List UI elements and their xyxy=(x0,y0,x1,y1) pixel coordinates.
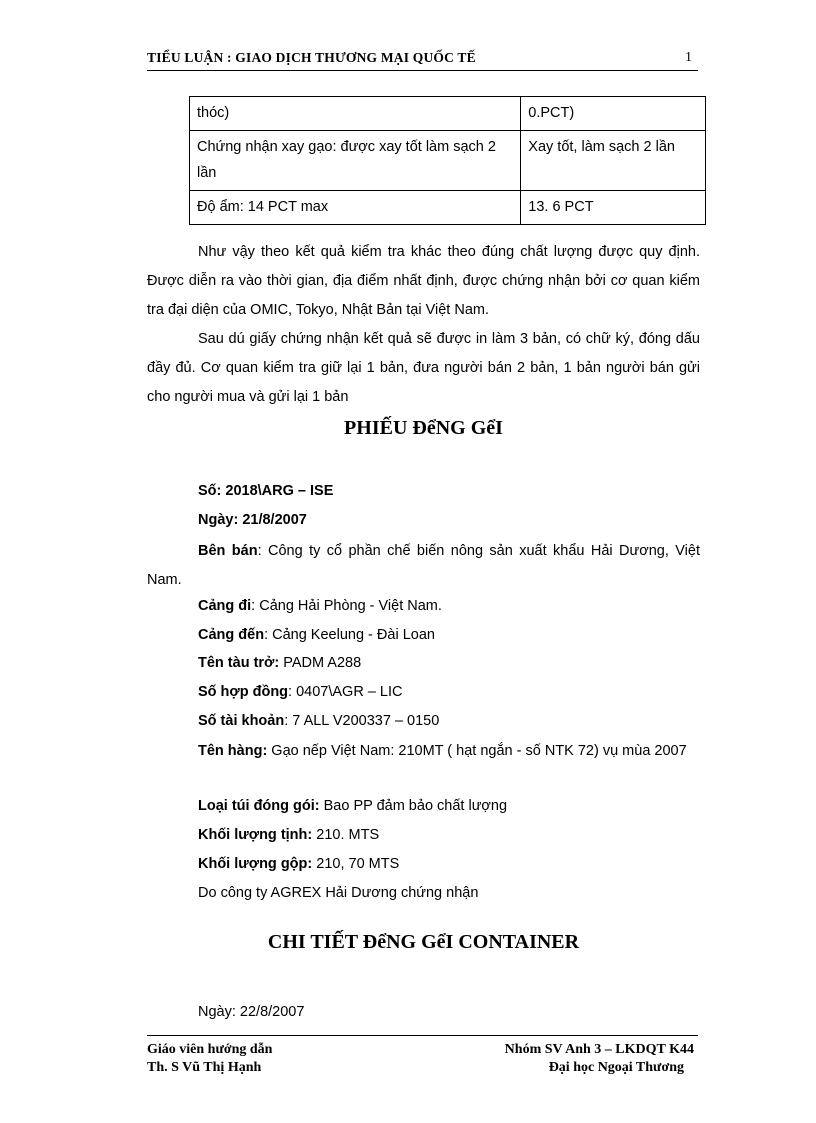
net-weight-value: 210. MTS xyxy=(312,827,380,843)
account-number-label: Số tài khoản xyxy=(198,713,285,729)
port-of-discharge-field xyxy=(198,627,435,643)
vessel-name-field xyxy=(198,655,361,671)
port-of-discharge-label: Cảng đến xyxy=(198,627,265,643)
contract-number-value: : 0407\AGR – LIC xyxy=(288,684,403,700)
packing-list-number-text: Số: 2018\ARG – ISE xyxy=(198,483,334,499)
packing-list-number xyxy=(198,483,333,499)
table-row xyxy=(190,191,706,225)
packing-type-value: Bao PP đảm bảo chất lượng xyxy=(319,798,508,814)
paragraph-certificate-copies: Sau dú giấy chứng nhận kết quả sẽ được in làm 3 bản, có chữ ký, đóng dấu đầy đủ. Cơ quan kiểm tra giữ lại 1 bản, đưa người bán 2 bản, 1 bản người bán gửi cho người mua và gửi lại 1 bản xyxy=(147,331,700,405)
page-footer xyxy=(147,1035,698,1075)
container-detail-heading: CHI TIẾT ĐểNG GểI CONTAINER xyxy=(267,931,580,953)
paragraph-inspection-result: Như vậy theo kết quả kiểm tra khác theo đúng chất lượng được quy định. Được diễn ra vào thời gian, địa điểm nhất định, được chứng nhận bởi cơ quan kiểm tra đại diện của OMIC, Tokyo, Nhật Bản tại Việt Nam. xyxy=(147,244,700,318)
table-row xyxy=(190,97,706,131)
table-cell: 0.PCT) xyxy=(521,97,706,131)
footer-supervisor-label: Giáo viên hướng dẫn xyxy=(147,1042,273,1057)
page-number: 1 xyxy=(685,50,692,65)
footer-supervisor-name: Th. S Vũ Thị Hạnh xyxy=(147,1060,262,1075)
goods-description-value: Gạo nếp Việt Nam: 210MT ( hạt ngắn - số NTK 72) vụ mùa 2007 xyxy=(267,743,687,759)
vessel-name-value: PADM A288 xyxy=(279,655,362,671)
port-of-discharge-value: : Cảng Keelung - Đài Loan xyxy=(264,627,435,643)
certification-note: Do công ty AGREX Hải Dương chứng nhận xyxy=(198,885,479,901)
port-of-loading-value: : Cảng Hải Phòng - Việt Nam. xyxy=(251,598,442,614)
port-of-loading-label: Cảng đi xyxy=(198,598,252,614)
gross-weight-label: Khối lượng gộp: xyxy=(198,856,313,872)
gross-weight-field xyxy=(198,856,399,872)
vessel-name-label: Tên tàu trở: xyxy=(198,655,280,671)
footer-row xyxy=(147,1060,698,1078)
packing-list-heading: PHIẾU ĐểNG GểI xyxy=(344,417,503,439)
table-cell: Chứng nhận xay gạo: được xay tốt làm sạch 2 lần xyxy=(190,131,521,191)
port-of-loading-field xyxy=(198,598,442,614)
contract-number-field xyxy=(198,684,403,700)
seller-label: Bên bán xyxy=(198,543,258,559)
contract-number-label: Số hợp đồng xyxy=(198,684,289,700)
table-cell: Xay tốt, làm sạch 2 lần xyxy=(521,131,706,191)
container-date: Ngày: 22/8/2007 xyxy=(198,1004,305,1020)
quality-spec-table xyxy=(189,96,706,225)
net-weight-label: Khối lượng tịnh: xyxy=(198,827,313,843)
account-number-field xyxy=(198,713,439,729)
header-title: TIỂU LUẬN : GIAO DỊCH THƯƠNG MẠI QUỐC TẾ xyxy=(147,50,476,65)
seller-field xyxy=(147,537,700,595)
footer-row xyxy=(147,1042,698,1060)
packing-list-date-text: Ngày: 21/8/2007 xyxy=(198,512,307,528)
table-row xyxy=(190,131,706,191)
net-weight-field xyxy=(198,827,379,843)
packing-type-field xyxy=(198,798,507,814)
table-cell: 13. 6 PCT xyxy=(521,191,706,225)
packing-list-date xyxy=(198,512,307,528)
footer-university: Đại học Ngoại Thương xyxy=(548,1060,684,1075)
packing-type-label: Loại túi đóng gói: xyxy=(198,798,320,814)
table-cell: thóc) xyxy=(190,97,521,131)
table-cell: Độ ẩm: 14 PCT max xyxy=(190,191,521,225)
page-header xyxy=(147,48,698,71)
account-number-value: : 7 ALL V200337 – 0150 xyxy=(284,713,440,729)
gross-weight-value: 210, 70 MTS xyxy=(312,856,400,872)
seller-value: : Công ty cổ phần chế biến nông sản xuất khẩu Hải Dương, Việt Nam. xyxy=(147,543,700,588)
footer-group-name: Nhóm SV Anh 3 – LKDQT K44 xyxy=(504,1042,694,1057)
goods-description-field xyxy=(147,737,700,766)
goods-description-label: Tên hàng: xyxy=(198,743,268,759)
